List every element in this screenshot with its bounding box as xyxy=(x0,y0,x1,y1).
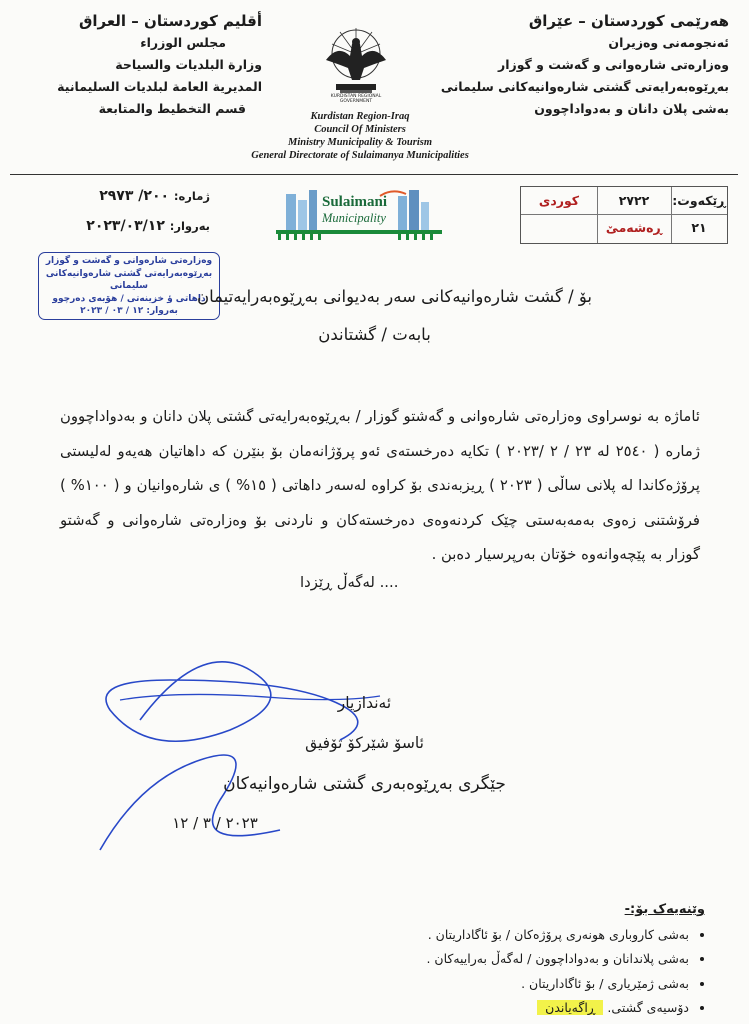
cc-item xyxy=(365,996,689,1021)
ref-number: ٢٧٢٢ xyxy=(618,193,650,208)
logo-title: Sulaimani xyxy=(322,194,388,210)
cc-item: • بەشی کاروباری هونەری پرۆژەکان / بۆ ئاگاداریتان . xyxy=(365,923,689,948)
kurdistan-eagle-emblem xyxy=(318,14,394,106)
cc-item: • بەشی ژمێریاری / بۆ ئاگاداریتان . xyxy=(365,972,689,997)
header-english-line: Ministry Municipality & Tourism xyxy=(287,137,433,148)
stamp-line: بەڕێوەبەرایەتی گشتی شارەوانیەکانی سلیمانی xyxy=(45,268,213,291)
header-divider xyxy=(10,174,738,175)
header-arabic-line: قسم التخطيط والمتابعة xyxy=(98,101,246,116)
cc-item-label: دۆسیەی گشتی. xyxy=(607,1000,689,1015)
ref-copy-number: ٢١ xyxy=(691,220,707,235)
kurdish-header xyxy=(429,10,729,120)
stamp-line: داهاتی ؤ خزینەتی / هۆبەی دەرچوو xyxy=(52,293,206,304)
date-label: بەروار: xyxy=(169,219,210,233)
header-arabic-line: مجلس الوزراء xyxy=(140,35,226,50)
document-date xyxy=(40,218,210,234)
header-kurdish-line: ئەنجومەنی وەزیران xyxy=(608,35,729,50)
signature-title: جێگری بەڕێوەبەری گشتی شارەوانیەکان xyxy=(223,774,506,794)
signature-role: ئەندازیار xyxy=(337,694,392,712)
english-header xyxy=(230,110,490,162)
header-english-line: Council Of Ministers xyxy=(314,124,406,135)
sulaimani-municipality-logo xyxy=(268,186,450,242)
ref-label: ڕێکەوت: xyxy=(672,193,726,208)
number-label: ژمارە: xyxy=(173,189,210,203)
header-english-line: Kurdistan Region-Iraq xyxy=(310,111,410,122)
received-stamp xyxy=(38,252,220,320)
stamp-line: وەزارەتی شارەوانی و گەشت و گوزار xyxy=(45,256,213,266)
stamp-line: بەروار: ١٢ / ٠٣ / ٢٠٢٣ xyxy=(80,306,178,316)
date-value: ٢٠٢٣/٠٣/١٢ xyxy=(86,218,165,234)
number-value: ٢٠٠/ ٢٩٧٣ xyxy=(99,188,170,204)
ref-draft-label: ڕەشەمێ xyxy=(605,220,663,235)
highlighted-note: ڕاگەیاندن xyxy=(537,1000,603,1015)
header-english-line: General Directorate of Sulaimanya Municipalities xyxy=(251,150,469,161)
arabic-header xyxy=(22,10,262,120)
signature-name: ئاسۆ شێرکۆ تۆفیق xyxy=(305,734,424,752)
logo-subtitle: Municipality xyxy=(322,211,386,225)
ref-language: کوردی xyxy=(538,193,580,208)
header-arabic-line: أقليم كوردستان – العراق xyxy=(78,12,262,30)
recipient-line: بۆ / گشت شارەوانیەکانی سەر بەدیوانی بەڕێوەبەرایەتیمان xyxy=(196,287,592,306)
cc-title: وێنەیەک بۆ:- xyxy=(624,902,705,917)
document-number xyxy=(40,188,210,204)
letter-body: ئاماژە بە نوسراوی وەزارەتی شارەوانی و گەشتو گوزار / بەڕێوەبەرایەتی گشتی پلان دانان و بەدواداچوون ژمارە ( ٢٥٤٠ لە ٢٣ / ٢ /٢٠٢٣ ) تکایە دەرخستەی ئەو پرۆژانەمان بۆ بنێرن کە داهاتیان هەیەو لەلیستی پرۆژەکاندا لە پلانی ساڵی ( ٢٠٢٣ ) ڕیزبەندی بۆ کراوە لەسەر داهاتی ( ١٥% ) ی شارەوانیان و ( ١٠٠% ) فرۆشتنی زەوی بەمەبەستی چێک کردنەوەی دەرخستەکان و ناردنی بۆ وەزارەتی شارەوانی و گەشتو گوزار بە پێچەوانەوە خۆتان بەرپرسیار دەبن . xyxy=(60,408,700,563)
header-arabic-line: المديرية العامة لبلديات السليمانية xyxy=(57,79,262,94)
emblem-caption: KURDISTAN REGIONAL GOVERNMENT xyxy=(330,94,382,104)
cc-list xyxy=(365,898,705,1021)
header-arabic-line: وزارة البلديات والسياحة xyxy=(115,57,262,72)
header-kurdish-line: بەشی پلان دانان و بەدواداچوون xyxy=(534,101,729,116)
subject-line: بابەت / گشتاندن xyxy=(318,325,431,344)
signature-date: ٢٠٢٣ / ٣ / ١٢ xyxy=(172,814,258,832)
cc-item: • بەشی پلاندانان و بەدواداچوون / لەگەڵ بەراییەکان . xyxy=(365,947,689,972)
header-kurdish-line: وەزارەتی شارەوانی و گەشت و گوزار xyxy=(498,57,729,72)
header-kurdish-line: بەڕێوەبەرایەتی گشتی شارەوانیەکانی سلیمانی xyxy=(440,79,729,94)
header-kurdish-line: هەرێمی کوردستان – عێراق xyxy=(528,12,729,30)
reference-box xyxy=(520,186,728,244)
closing-regards: .... لەگەڵ ڕێزدا xyxy=(300,574,399,591)
